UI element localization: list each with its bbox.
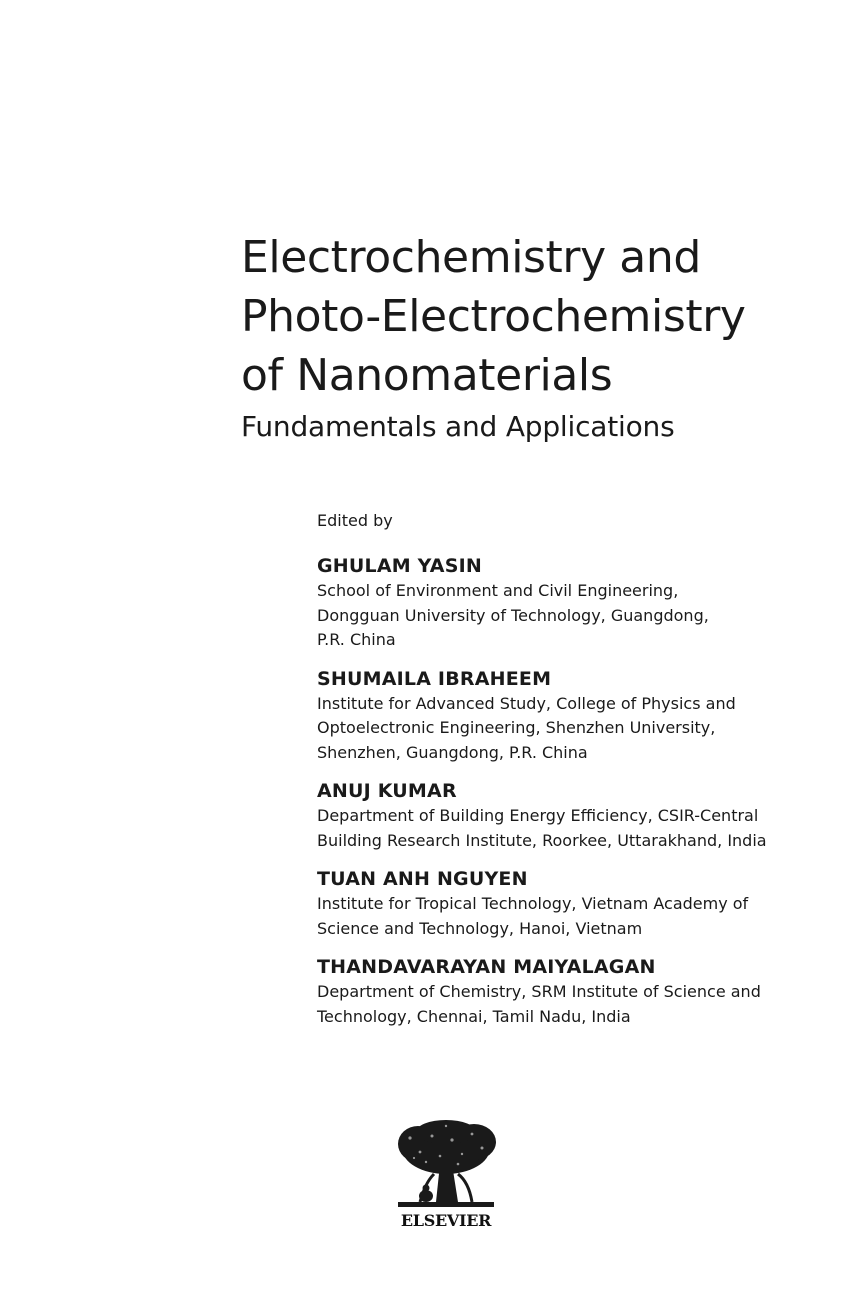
affiliation-line: School of Environment and Civil Engineering,: [317, 581, 679, 600]
affiliation-line: Dongguan University of Technology, Guangdong,: [317, 605, 709, 625]
editor-entry: [317, 954, 837, 1029]
editor-affiliation: [317, 892, 837, 941]
editor-affiliation: [317, 692, 837, 766]
book-title-line-2: Photo-Electrochemistry: [241, 291, 746, 342]
editor-entry: [317, 553, 837, 653]
affiliation-line: Building Research Institute, Roorkee, Uttarakhand, India: [317, 830, 767, 850]
editor-name: THANDAVARAYAN MAIYALAGAN: [317, 956, 656, 978]
elsevier-tree-icon: [390, 1118, 502, 1210]
editor-affiliation: [317, 980, 837, 1029]
edited-by-label: Edited by: [317, 511, 393, 530]
editor-entry: [317, 666, 837, 766]
affiliation-line: Institute for Tropical Technology, Vietnam Academy of: [317, 894, 749, 913]
editor-name: GHULAM YASIN: [317, 555, 482, 577]
affiliation-line: Department of Chemistry, SRM Institute of Science and: [317, 982, 761, 1001]
book-title-line-3: of Nanomaterials: [241, 350, 613, 401]
affiliation-line: Science and Technology, Hanoi, Vietnam: [317, 918, 643, 938]
affiliation-line: Shenzhen, Guangdong, P.R. China: [317, 742, 588, 762]
editor-entry: [317, 778, 837, 853]
publisher-name: ELSEVIER: [400, 1211, 492, 1230]
publisher-logo: [390, 1118, 502, 1238]
editors-section: [317, 509, 837, 1042]
affiliation-line: Technology, Chennai, Tamil Nadu, India: [317, 1006, 631, 1026]
affiliation-line: Institute for Advanced Study, College of Physics and: [317, 693, 736, 713]
book-title-line-1: Electrochemistry and: [241, 232, 701, 283]
editor-name: SHUMAILA IBRAHEEM: [317, 667, 552, 690]
editor-affiliation: [317, 579, 837, 653]
editor-name: TUAN ANH NGUYEN: [317, 868, 528, 890]
editor-affiliation: [317, 804, 837, 853]
affiliation-line: P.R. China: [317, 630, 396, 649]
book-subtitle: Fundamentals and Applications: [241, 410, 675, 443]
book-title-block: [241, 228, 841, 445]
affiliation-line: Optoelectronic Engineering, Shenzhen University,: [317, 718, 716, 737]
editor-entry: [317, 866, 837, 941]
editor-name: ANUJ KUMAR: [317, 780, 457, 802]
affiliation-line: Department of Building Energy Efficiency, CSIR-Central: [317, 806, 759, 825]
